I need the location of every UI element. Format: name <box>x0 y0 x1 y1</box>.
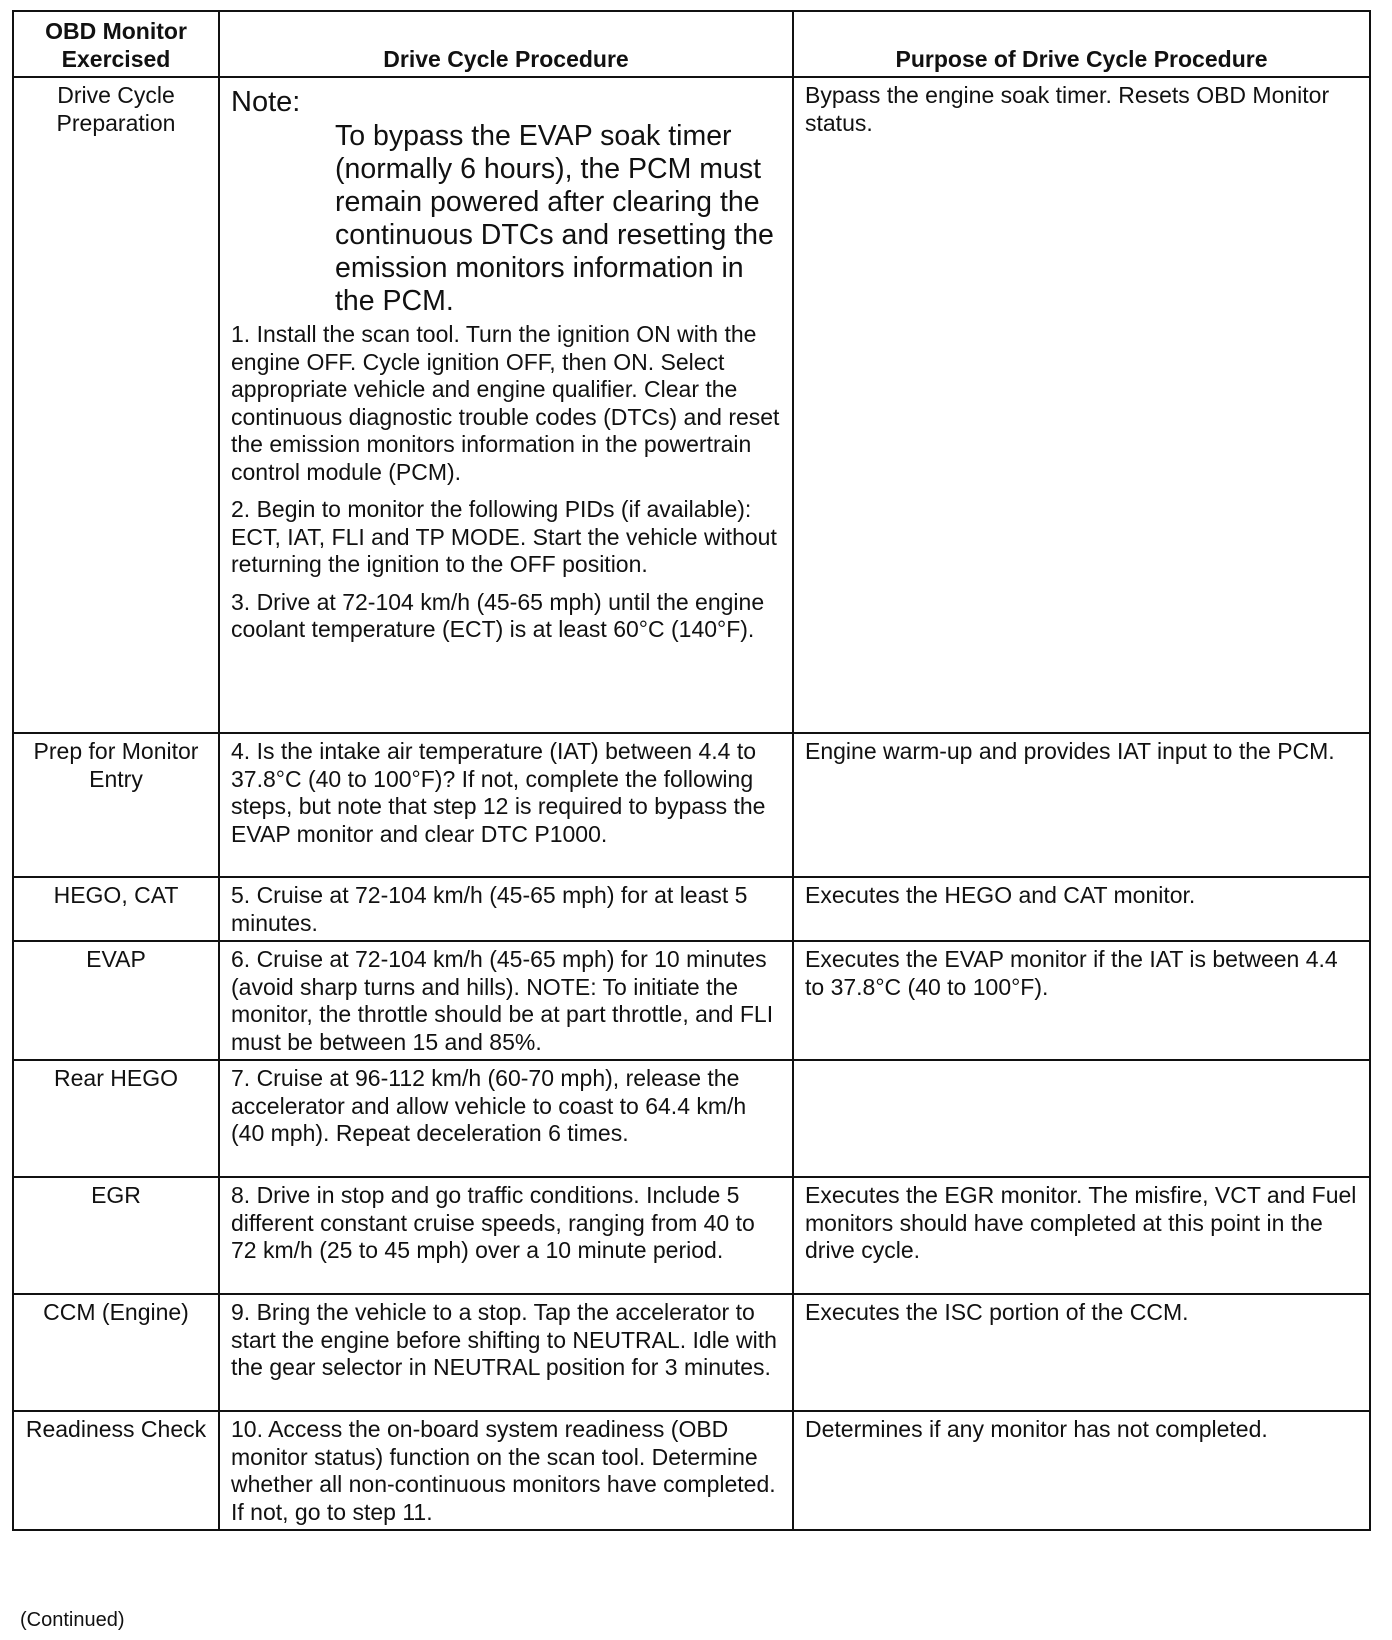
step-text: 3. Drive at 72-104 km/h (45-65 mph) until the engine coolant temperature (ECT) is at least 60°C (140°F). <box>231 588 765 642</box>
table-row <box>13 1411 1370 1530</box>
purpose-cell: Executes the ISC portion of the CCM. <box>793 1294 1370 1411</box>
monitor-cell: Prep for Monitor Entry <box>13 733 219 877</box>
purpose-cell: Executes the EGR monitor. The misfire, VCT and Fuel monitors should have completed at this point in the drive cycle. <box>793 1177 1370 1294</box>
purpose-cell: Executes the EVAP monitor if the IAT is between 4.4 to 37.8°C (40 to 100°F). <box>793 941 1370 1060</box>
monitor-cell: EVAP <box>13 941 219 1060</box>
drive-cycle-table <box>12 10 1371 1531</box>
table-row <box>13 877 1370 941</box>
table-header-row <box>13 11 1370 77</box>
table-row <box>13 77 1370 733</box>
purpose-cell: Engine warm-up and provides IAT input to the PCM. <box>793 733 1370 877</box>
procedure-cell: 8. Drive in stop and go traffic conditions. Include 5 different constant cruise speeds, ranging from 40 to 72 km/h (25 to 45 mph) over a 10 minute period. <box>219 1177 793 1294</box>
procedure-cell: 6. Cruise at 72-104 km/h (45-65 mph) for 10 minutes (avoid sharp turns and hills). NOTE: To initiate the monitor, the throttle should be at part throttle, and FLI must be between 15 and 85%. <box>219 941 793 1060</box>
table-row <box>13 1060 1370 1177</box>
monitor-cell: Readiness Check <box>13 1411 219 1530</box>
procedure-cell: 10. Access the on-board system readiness (OBD monitor status) function on the scan tool. Determine whether all non-continuous monitors have completed. If not, go to step 11. <box>219 1411 793 1530</box>
table-row <box>13 1177 1370 1294</box>
procedure-cell: 5. Cruise at 72-104 km/h (45-65 mph) for at least 5 minutes. <box>219 877 793 941</box>
note-text: To bypass the EVAP soak timer (normally 6 hours), the PCM must remain powered after clearing the continuous DTCs and resetting the emission monitors information in the PCM. <box>335 120 774 317</box>
procedure-cell: 9. Bring the vehicle to a stop. Tap the accelerator to start the engine before shifting to NEUTRAL. Idle with the gear selector in NEUTRAL position for 3 minutes. <box>219 1294 793 1411</box>
monitor-cell: HEGO, CAT <box>13 877 219 941</box>
monitor-cell: Rear HEGO <box>13 1060 219 1177</box>
procedure-cell: 7. Cruise at 96-112 km/h (60-70 mph), release the accelerator and allow vehicle to coast to 64.4 km/h (40 mph). Repeat deceleration 6 times. <box>219 1060 793 1177</box>
monitor-cell: EGR <box>13 1177 219 1294</box>
purpose-cell: Executes the HEGO and CAT monitor. <box>793 877 1370 941</box>
header-monitor: OBD Monitor Exercised <box>13 11 219 77</box>
monitor-cell: Drive Cycle Preparation <box>13 77 219 733</box>
header-procedure: Drive Cycle Procedure <box>219 11 793 77</box>
continued-note: (Continued) <box>20 1609 125 1631</box>
purpose-cell: Determines if any monitor has not completed. <box>793 1411 1370 1530</box>
table-row <box>13 941 1370 1060</box>
purpose-cell: Bypass the engine soak timer. Resets OBD Monitor status. <box>793 77 1370 733</box>
procedure-cell: 4. Is the intake air temperature (IAT) between 4.4 to 37.8°C (40 to 100°F)? If not, complete the following steps, but note that step 12 is required to bypass the EVAP monitor and clear DTC P1000. <box>219 733 793 877</box>
monitor-cell: CCM (Engine) <box>13 1294 219 1411</box>
step-text: 2. Begin to monitor the following PIDs (if available): ECT, IAT, FLI and TP MODE. Start the vehicle without returning the ignition to the OFF position. <box>231 496 777 577</box>
purpose-cell <box>793 1060 1370 1177</box>
table-row <box>13 733 1370 877</box>
note-label: Note: <box>231 86 301 118</box>
header-purpose: Purpose of Drive Cycle Procedure <box>793 11 1370 77</box>
procedure-cell <box>219 77 793 733</box>
table-row <box>13 1294 1370 1411</box>
step-text: 1. Install the scan tool. Turn the ignition ON with the engine OFF. Cycle ignition OFF, then ON. Select appropriate vehicle and engine qualifier. Clear the continuous diagnostic trouble codes (DTCs) and reset the emission monitors information in the powertrain control module (PCM). <box>231 321 780 485</box>
